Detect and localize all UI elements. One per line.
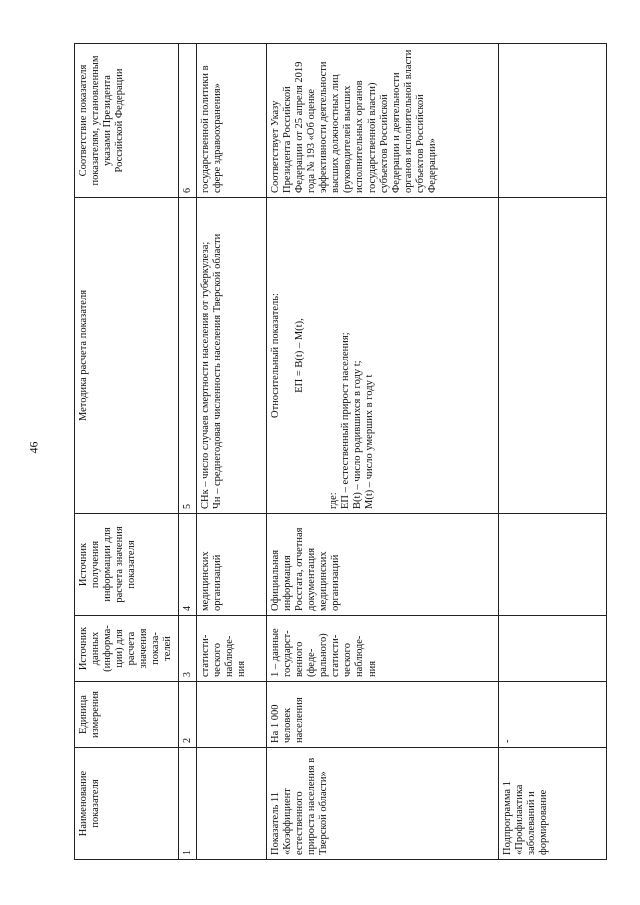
subprogram-1-name: Подпрограмма 1 «Профилактика заболеваний и формирование [499,748,607,860]
column-number: 4 [178,514,197,616]
continued-cell-unit [197,682,267,748]
table-row [267,44,499,860]
header-row [75,44,179,860]
method-title: Относительный показатель: [270,293,281,418]
method-definitions: ЕП – естественный прирост населения; В(t) – число родившихся в году t; М(t) – число умерших в году t [340,332,376,509]
method-formula: ЕП = В(t) – М(t), [294,318,306,393]
continued-cell-data-source: статисти- ческого наблюде- ния [197,616,267,682]
header-method: Методика расчета показателя [75,198,179,514]
table-row [499,44,607,860]
indicator-11-compliance: Соответствует Указу Президента Российской Федерации от 25 апреля 2019 года № 193 «Об оценке эффективности деятельности высших должностных лиц (руководителей высших исполнительных органов государственной власти) субъектов Российской Федерации и деятельности органов исполнительной власти субъектов Российской Федерации» [267,44,499,198]
table-wrapper [74,44,607,860]
column-number-row [178,44,197,860]
subprogram-1-compliance [499,44,607,198]
indicator-11-data-source: 1 – данные государст- венного (феде- рального) статисти- ческого наблюде- ния [267,616,499,682]
column-number: 1 [178,748,197,860]
continued-cell-info-source: медицинских организаций [197,514,267,616]
indicator-11-info-source: Официальная информация Росстата, отчетная документация медицинских организаций [267,514,499,616]
method-where: где: [328,492,340,509]
continued-cell-method: СНк – число случаев смертности населения от туберкулеза; Чн – среднегодовая численность населения Тверской области [197,198,267,514]
subprogram-1-data-source [499,616,607,682]
page-number: 46 [26,441,41,454]
header-info-source: Источник получения информации для расчета значения показателя [75,514,179,616]
continued-cell-name [197,748,267,860]
subprogram-1-unit: - [499,682,607,748]
column-number: 3 [178,616,197,682]
indicator-11-name: Показатель 11 «Коэффициент естественного прироста населения в Тверской области» [267,748,499,860]
column-number: 6 [178,44,197,198]
indicators-table [74,43,607,860]
header-unit: Единица измерения [75,682,179,748]
subprogram-1-info-source [499,514,607,616]
indicator-11-method [267,198,499,514]
header-data-source: Источник данных (информа-ции) для расчета значения показа-телей [75,616,179,682]
column-number: 5 [178,198,197,514]
subprogram-1-method [499,198,607,514]
header-compliance: Соответствие показателя показателям, установленным указами Президента Российской Федерации [75,44,179,198]
header-indicator-name: Наименование показателя [75,748,179,860]
column-number: 2 [178,682,197,748]
continued-cell-compliance: государственной политики в сфере здравоохранения» [197,44,267,198]
indicator-11-unit: На 1 000 человек населения [267,682,499,748]
table-row [197,44,267,860]
